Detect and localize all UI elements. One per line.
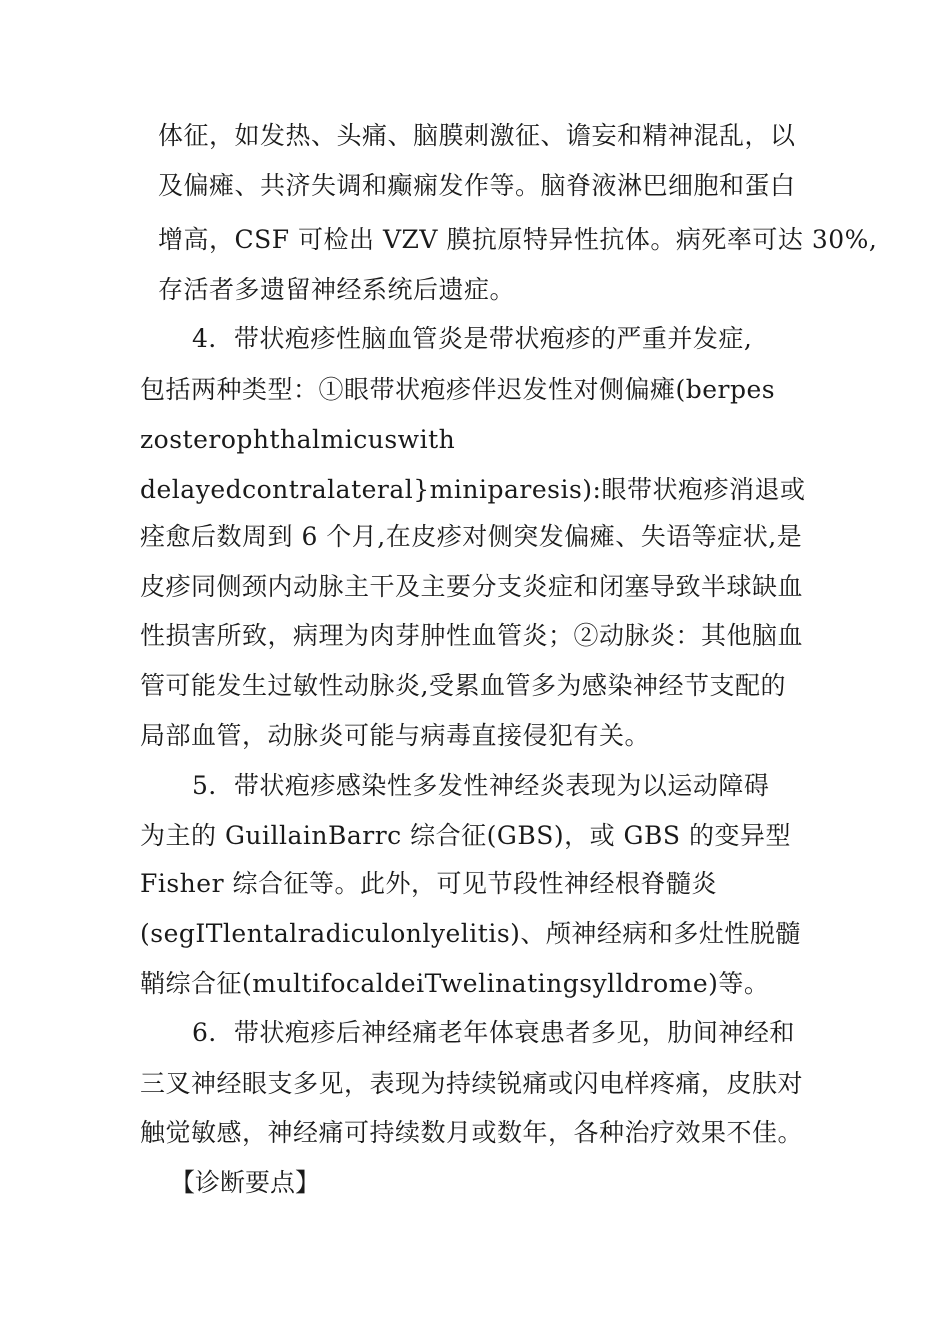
text-line-2: 及偏瘫、共济失调和癫痫发作等。脑脊液淋巴细胞和蛋白 (158, 171, 796, 200)
text-line-16: Fisher 综合征等。此外，可见节段性神经根脊髓炎 (140, 869, 717, 898)
text-line-8: delayedcontralateral}miniparesis):眼带状疱疹消退或 (140, 475, 806, 504)
text-line-4: 存活者多遗留神经系统后遗症。 (158, 275, 516, 304)
text-line-11: 性损害所致，病理为肉芽肿性血管炎；②动脉炎：其他脑血 (140, 621, 804, 650)
text-line-21: 触觉敏感，神经痛可持续数月或数年，各种治疗效果不佳。 (140, 1118, 804, 1147)
text-line-19: 6．带状疱疹后神经痛老年体衰患者多见，肋间神经和 (192, 1018, 795, 1047)
text-line-1: 体征，如发热、头痛、脑膜刺激征、谵妄和精神混乱，以 (158, 121, 796, 150)
section-heading: 【诊断要点】 (170, 1168, 321, 1197)
text-line-12: 管可能发生过敏性动脉炎,受累血管多为感染神经节支配的 (140, 671, 786, 700)
text-line-9: 痊愈后数周到 6 个月,在皮疹对侧突发偏瘫、失语等症状,是 (140, 522, 803, 551)
text-line-20: 三叉神经眼支多见，表现为持续锐痛或闪电样疼痛，皮肤对 (140, 1069, 804, 1098)
text-line-14: 5．带状疱疹感染性多发性神经炎表现为以运动障碍 (192, 771, 770, 800)
text-line-15: 为主的 GuillainBarrc 综合征(GBS)，或 GBS 的变异型 (140, 821, 791, 850)
text-line-5: 4．带状疱疹性脑血管炎是带状疱疹的严重并发症, (192, 324, 753, 353)
text-line-17: (segITlentalradiculonlyelitis)、颅神经病和多灶性脱髓 (140, 919, 801, 948)
text-line-7: zosterophthalmicuswith (140, 425, 456, 454)
text-line-3: 增高，CSF 可检出 VZV 膜抗原特异性抗体。病死率可达 30%, (158, 225, 878, 254)
text-line-10: 皮疹同侧颈内动脉主干及主要分支炎症和闭塞导致半球缺血 (140, 572, 804, 601)
text-line-13: 局部血管，动脉炎可能与病毒直接侵犯有关。 (140, 721, 651, 750)
text-line-18: 鞘综合征(multifocaldeiTwelinatingsylldrome)等。 (140, 969, 770, 998)
text-line-6: 包括两种类型：①眼带状疱疹伴迟发性对侧偏瘫(berpes (140, 375, 776, 404)
